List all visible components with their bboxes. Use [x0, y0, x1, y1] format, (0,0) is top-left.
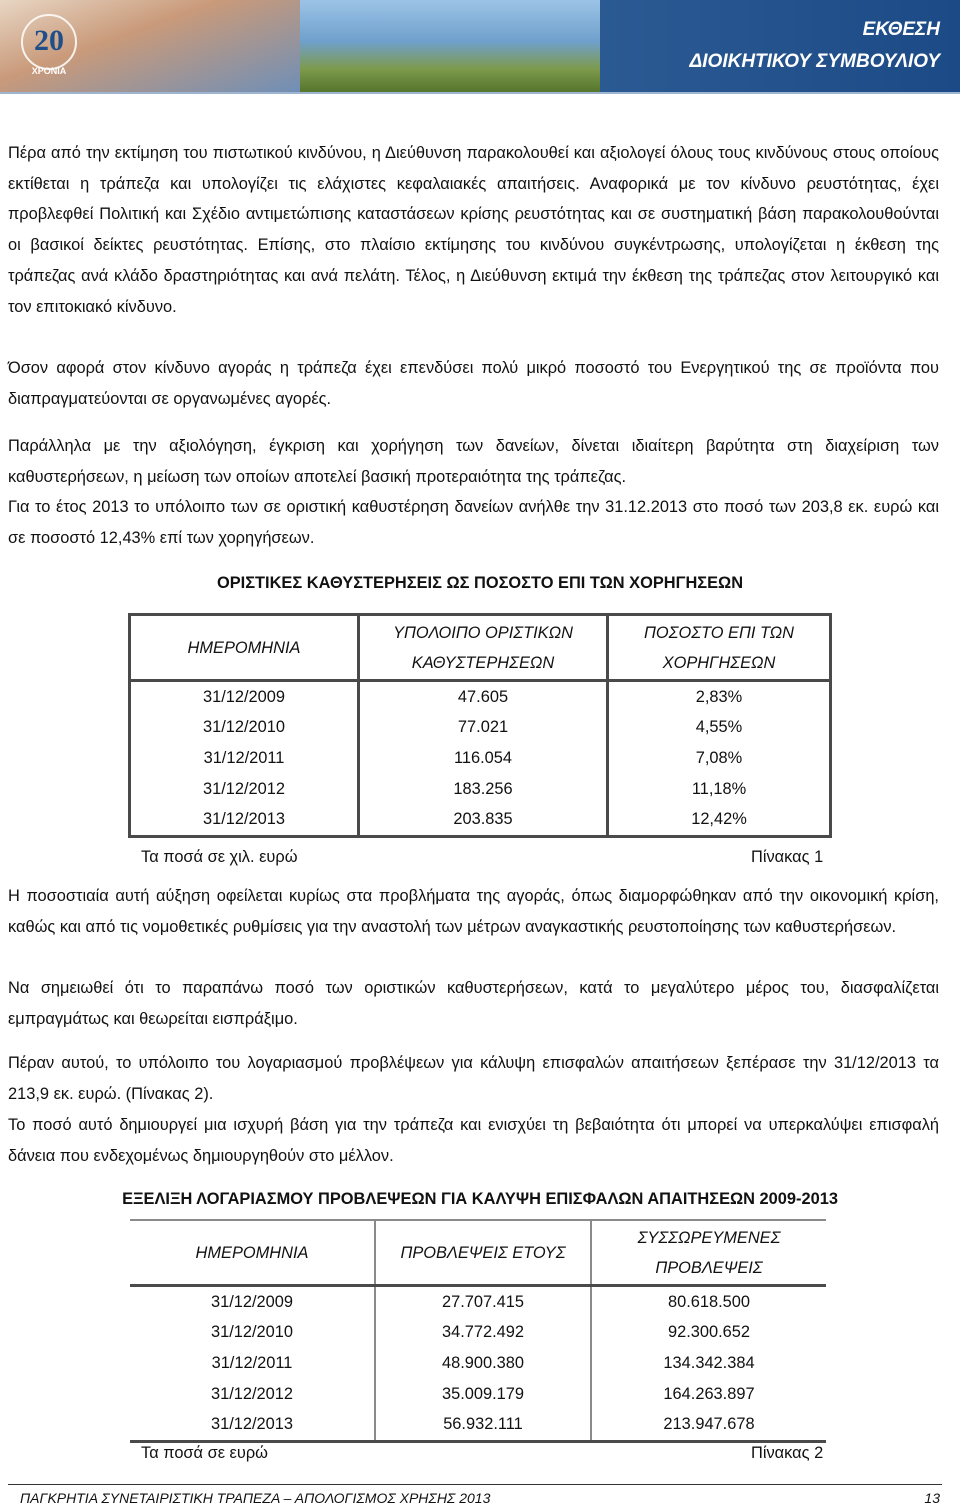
cell-annual: 56.932.111: [375, 1409, 591, 1441]
cell-accumulated: 80.618.500: [667, 1292, 751, 1311]
cell-balance: 183.256: [359, 774, 608, 805]
table-row: [130, 774, 831, 805]
table-row: [130, 1318, 826, 1349]
table-row: [130, 1409, 826, 1441]
cell-date: 31/12/2011: [130, 743, 359, 774]
table-row: [130, 1286, 826, 1318]
header-divider: [0, 92, 960, 94]
cell-accumulated: 92.300.652: [667, 1323, 751, 1342]
cell-balance: 77.021: [359, 713, 608, 744]
cell-percentage: 4,55%: [695, 718, 743, 737]
footer-divider: [8, 1484, 942, 1485]
paragraph-risk-monitoring: Πέρα από την εκτίμηση του πιστωτικού κινδύνου, η Διεύθυνση παρακολουθεί και αξιολογεί όλους τους κινδύνους στους οποίους εκτίθεται η τράπεζα και υπολογίζει τις ελάχιστες κεφαλαιακές απαιτήσεις. Αναφορικά με τον κίνδυνο ρευστότητας, έχει προβλεφθεί Πολιτική και Σχέδιο αντιμετώπισης καταστάσεων κρίσης ρευστότητας και σε συστηματική βάση παρακολουθούνται οι βασικοί δείκτες ρευστότητας. Επίσης, στο πλαίσιο εκτίμησης του κινδύνου συγκέντρωσης, υπολογίζεται η έκθεση της τράπεζας ανά κλάδο δραστηριότητας και ανά πελάτη. Τέλος, η Διεύθυνση εκτιμά την έκθεση της τράπεζας στον λειτουργικό και τον επιτοκιακό κίνδυνο.: [8, 144, 939, 316]
provisions-table: [130, 1219, 826, 1443]
table-row: [130, 713, 831, 744]
svg-text:ΧΡΟΝΙΑ: ΧΡΟΝΙΑ: [31, 66, 67, 76]
page-number: 13: [924, 1490, 940, 1506]
anniversary-logo: [14, 12, 84, 78]
column-header-percentage: ΠΟΣΟΣΤΟ ΕΠΙ ΤΩΝ ΧΟΡΗΓΗΣΕΩΝ: [608, 615, 831, 681]
table1-label: Πίνακας 1: [751, 848, 824, 866]
cell-balance: 47.605: [359, 681, 608, 713]
cell-annual: 35.009.179: [375, 1379, 591, 1410]
paragraph-market-risk: Όσον αφορά στον κίνδυνο αγοράς η τράπεζα έχει επενδύσει πολύ μικρό ποσοστό του Ενεργητικού της σε προϊόντα που διαπραγματεύονται σε οργανωμένες αγορές.: [8, 359, 939, 408]
paragraph-collateral: Να σημειωθεί ότι το παραπάνω ποσό των οριστικών καθυστερήσεων, κατά το μεγαλύτερο μέρος του, διασφαλίζεται εμπραγμάτως και θεωρείται εισπράξιμο.: [8, 979, 939, 1028]
cell-date: 31/12/2009: [130, 681, 359, 713]
paragraph-arrears-management: Παράλληλα με την αξιολόγηση, έγκριση και χορήγηση των δανείων, δίνεται ιδιαίτερη βαρύτητα στη διαχείριση των καθυστερήσεων, η μείωση των οποίων αποτελεί βασική προτεραιότητα της τράπεζας.: [8, 437, 939, 486]
table1-title: ΟΡΙΣΤΙΚΕΣ ΚΑΘΥΣΤΕΡΗΣΕΙΣ ΩΣ ΠΟΣΟΣΤΟ ΕΠΙ ΤΩΝ ΧΟΡΗΓΗΣΕΩΝ: [216, 574, 744, 592]
cell-date: 31/12/2010: [130, 713, 359, 744]
paragraph-increase-cause: Η ποσοστιαία αυτή αύξηση οφείλεται κυρίως στα προβλήματα της αγοράς, όπως διαμορφώθηκαν από την οικονομική κρίση, καθώς και από τις νομοθετικές ρυθμίσεις για την αναστολή των μέτρων αναγκαστικής ρευστοποίησης των καθυστερήσεων.: [8, 887, 939, 936]
svg-text:20: 20: [34, 24, 64, 57]
column-header-arrears-balance: ΥΠΟΛΟΙΠΟ ΟΡΙΣΤΙΚΩΝ ΚΑΘΥΣΤΕΡΗΣΕΩΝ: [359, 615, 608, 681]
paragraph-strong-base: Το ποσό αυτό δημιουργεί μια ισχυρή βάση για την τράπεζα και ενισχύει τη βεβαιότητα ότι μπορεί να υπερκαλύψει επισφαλή δάνεια που ενδεχομένως δημιουργηθούν στο μέλλον.: [8, 1116, 939, 1165]
cell-annual: 27.707.415: [375, 1286, 591, 1318]
cell-percentage: 12,42%: [691, 810, 747, 829]
table-row: [130, 743, 831, 774]
footer-title: ΠΑΓΚΡΗΤΙΑ ΣΥΝΕΤΑΙΡΙΣΤΙΚΗ ΤΡΑΠΕΖΑ – ΑΠΟΛΟΓΙΣΜΟΣ ΧΡΗΣΗΣ 2013: [20, 1490, 491, 1506]
column-header-date: ΗΜΕΡΟΜΗΝΙΑ: [130, 1220, 375, 1286]
cell-date: 31/12/2013: [130, 804, 359, 836]
cell-date: 31/12/2012: [130, 1379, 375, 1410]
cell-date: 31/12/2011: [130, 1348, 375, 1379]
cell-percentage: 7,08%: [695, 748, 743, 767]
table1-note: Τα ποσά σε χιλ. ευρώ: [141, 848, 298, 866]
column-header-date: ΗΜΕΡΟΜΗΝΙΑ: [130, 615, 359, 681]
cell-annual: 34.772.492: [375, 1318, 591, 1349]
table-row: [130, 1348, 826, 1379]
paragraph-arrears-2013: Για το έτος 2013 το υπόλοιπο των σε οριστική καθυστέρηση δανείων ανήλθε την 31.12.2013 στο ποσό των 203,8 εκ. ευρώ και σε ποσοστό 12,43% επί των χορηγήσεων.: [8, 498, 939, 547]
table-row: [130, 1379, 826, 1410]
cell-date: 31/12/2013: [130, 1409, 375, 1441]
table-header-row: [130, 1220, 826, 1286]
table-row: [130, 804, 831, 836]
cell-date: 31/12/2010: [130, 1318, 375, 1349]
cell-percentage: 2,83%: [695, 687, 743, 706]
cell-balance: 116.054: [359, 743, 608, 774]
paragraph-provisions: Πέραν αυτού, το υπόλοιπο του λογαριασμού προβλέψεων για κάλυψη επισφαλών απαιτήσεων ξεπέρασε την 31/12/2013 τα 213,9 εκ. ευρώ. (Πίνακας 2).: [8, 1054, 939, 1103]
header-photo-children: [300, 0, 600, 92]
cell-balance: 203.835: [359, 804, 608, 836]
table2-note: Τα ποσά σε ευρώ: [141, 1444, 268, 1462]
report-title-line1: ΕΚΘΕΣΗ: [862, 19, 940, 40]
table2-label: Πίνακας 2: [751, 1444, 824, 1462]
report-title-line2: ΔΙΟΙΚΗΤΙΚΟΥ ΣΥΜΒΟΥΛΙΟΥ: [689, 51, 940, 72]
table-header-row: [130, 615, 831, 681]
cell-accumulated: 134.342.384: [663, 1353, 755, 1372]
table2-title: ΕΞΕΛΙΞΗ ΛΟΓΑΡΙΑΣΜΟΥ ΠΡΟΒΛΕΨΕΩΝ ΓΙΑ ΚΑΛΥΨΗ ΕΠΙΣΦΑΛΩΝ ΑΠΑΙΤΗΣΕΩΝ 2009-2013: [122, 1190, 838, 1208]
cell-date: 31/12/2009: [130, 1286, 375, 1318]
table-row: [130, 681, 831, 713]
header-banner: [0, 0, 960, 92]
column-header-annual-provisions: ΠΡΟΒΛΕΨΕΙΣ ΕΤΟΥΣ: [375, 1220, 591, 1286]
cell-percentage: 11,18%: [691, 779, 747, 798]
cell-date: 31/12/2012: [130, 774, 359, 805]
cell-accumulated: 213.947.678: [591, 1409, 826, 1441]
report-title: [690, 14, 940, 78]
cell-annual: 48.900.380: [375, 1348, 591, 1379]
arrears-table: [128, 613, 832, 838]
cell-accumulated: 164.263.897: [663, 1384, 755, 1403]
column-header-accumulated-provisions: ΣΥΣΣΩΡΕΥΜΕΝΕΣ ΠΡΟΒΛΕΨΕΙΣ: [591, 1220, 826, 1286]
